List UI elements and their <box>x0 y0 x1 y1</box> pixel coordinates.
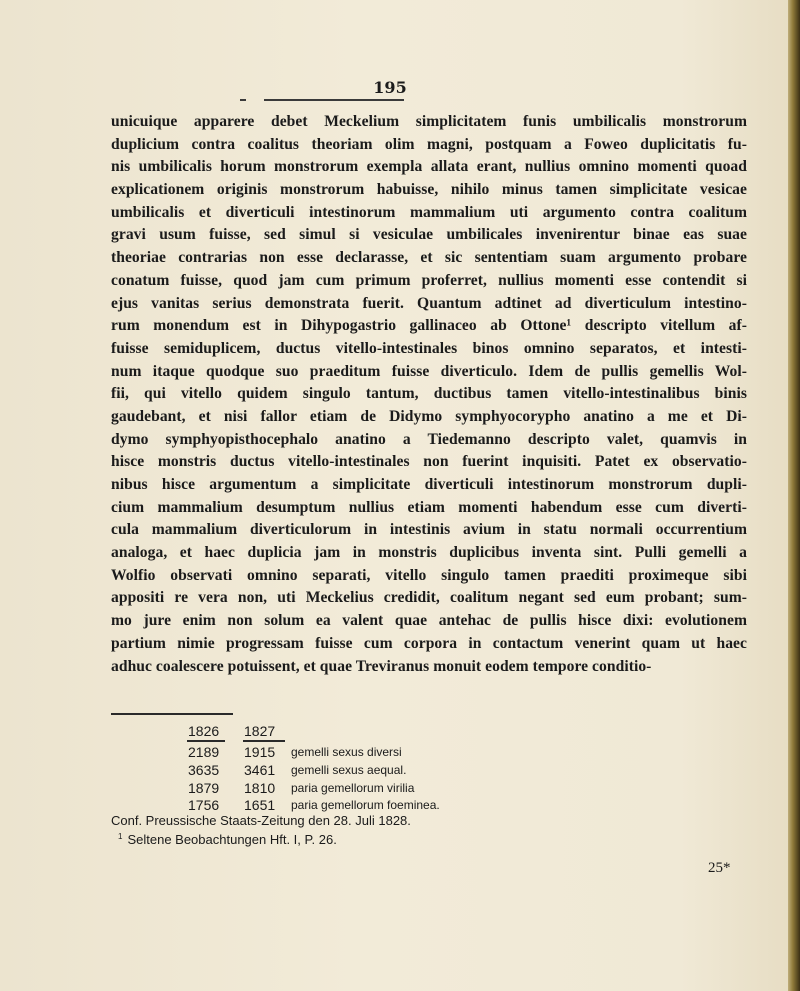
statistics-row <box>188 779 548 797</box>
text-line: nibus hisce argumentum a simplicitate diverticuli intestinorum monstrorum dupli- <box>111 476 747 493</box>
footnote-rule <box>111 713 233 715</box>
count-1826: 2189 <box>188 744 220 760</box>
text-line: fii, qui vitello quidem singulo tantum, ductibus tamen vitello-intestinalibus binis <box>111 385 747 403</box>
row-description: paria gemellorum virilia <box>291 780 415 795</box>
text-line: cula mammalium diverticulorum in intestinis avium in statu normali occurrentium <box>111 521 747 539</box>
year-header-1826: 1826 <box>188 723 220 739</box>
text-line: adhuc coalescere potuissent, et quae Treviranus monuit eodem tempore conditio- <box>111 657 652 675</box>
text-line: umbilicalis et diverticuli intestinorum mammalium uti argumento contra coalitum <box>111 203 747 221</box>
year-rule-1 <box>187 740 225 742</box>
text-line: duplicium contra coalitus theoriam olim magni, postquam a Foweo duplicitatis fu- <box>111 135 747 153</box>
text-line: dymo symphyopisthocephalo anatino a Tiedemanno descripto valet, quamvis in <box>111 430 747 448</box>
page-number: 195 <box>373 78 407 97</box>
header-rule-left-tick <box>240 99 246 101</box>
footnotes <box>111 813 611 848</box>
text-line: analoga, et haec duplicia jam in monstris duplicibus inventa sint. Pulli gemelli a <box>111 544 747 562</box>
row-description: paria gemellorum foeminea. <box>291 798 440 813</box>
count-1827: 1810 <box>244 779 276 796</box>
header-rule-line <box>264 99 404 101</box>
text-line: num itaque quodque suo praeditum fuisse diverticulo. Idem de pullis gemellis Wol- <box>111 362 747 380</box>
count-1827: 3461 <box>244 761 276 778</box>
text-line: Wolfio observati omnino separati, vitello singulo tamen praediti proximeque sibi <box>111 566 747 584</box>
count-1827: 1915 <box>244 744 276 760</box>
text-line: nis umbilicalis horum monstrorum exempla allata erant, nullius omnino momenti quoad <box>111 158 747 176</box>
statistics-row <box>188 796 548 814</box>
count-1827: 1651 <box>244 797 276 814</box>
conf-note: Conf. Preussische Staats-Zeitung den 28. Juli 1828. <box>111 813 411 828</box>
text-line: mo jure enim non solum ea valent quae antehac de pullis hisce dixi: evolutionem <box>111 612 747 630</box>
text-line: rum monendum est in Dihypogastrio gallinaceo ab Ottone¹ descripto vitellum af- <box>111 317 747 335</box>
count-1826: 3635 <box>188 761 220 778</box>
year-header-1827: 1827 <box>244 723 276 739</box>
row-description: gemelli sexus diversi <box>291 745 402 759</box>
statistics-row <box>188 743 548 761</box>
text-line: gravi usum fuisse, sed simul si vesiculae umbilicales invenirentur binae eas suae <box>111 226 747 244</box>
statistics-row <box>188 761 548 779</box>
footnote-text: Seltene Beobachtungen Hft. I, P. 26. <box>127 832 337 847</box>
signature-mark: 25* <box>708 860 731 876</box>
text-line: ejus vanitas serius demonstrata fuerit. Quantum adtinet ad diverticulum intestino- <box>111 294 747 312</box>
text-line: unicuique apparere debet Meckelium simplicitatem funis umbilicalis monstrorum <box>111 113 747 130</box>
count-1826: 1756 <box>188 797 220 814</box>
year-headers <box>188 722 388 740</box>
text-line: hisce monstris ductus vitello-intestinales non fuerint inquisiti. Patet ex observatio- <box>111 453 747 471</box>
footnote-marker: 1 <box>118 832 123 841</box>
text-line: cium mammalium desumptum nullius etiam momenti habendum esse cum diverti- <box>111 498 747 516</box>
text-line: fuisse semiduplicem, ductus vitello-intestinales binos omnino separatos, et intesti- <box>111 339 747 357</box>
text-line: appositi re vera non, uti Meckelius credidit, coalitum negant sed eum probant; sum- <box>111 589 747 607</box>
text-line: partium nimie progressam fuisse cum corpora in contactum venerint quam ut haec <box>111 634 747 652</box>
year-rule-2 <box>243 740 285 742</box>
text-line: explicationem originis monstrorum habuisse, nihilo minus tamen simplicitate vesicae <box>111 181 747 199</box>
count-1826: 1879 <box>188 779 220 796</box>
row-description: gemelli sexus aequal. <box>291 762 407 777</box>
statistics-rows <box>188 743 548 814</box>
page-edge-shadow <box>788 0 800 991</box>
body-text <box>111 111 747 678</box>
text-line: gaudebant, et nisi fallor etiam de Didymo symphyocorypho anatino a me et Di- <box>111 407 747 425</box>
text-line: conatum fuisse, quod jam cum primum proferret, nullius momenti esse contendit si <box>111 271 747 289</box>
footnote-1 <box>111 829 611 848</box>
text-line: theoriae contrarias non esse declarasse, et sic sententiam suam argumento probare <box>111 249 747 267</box>
